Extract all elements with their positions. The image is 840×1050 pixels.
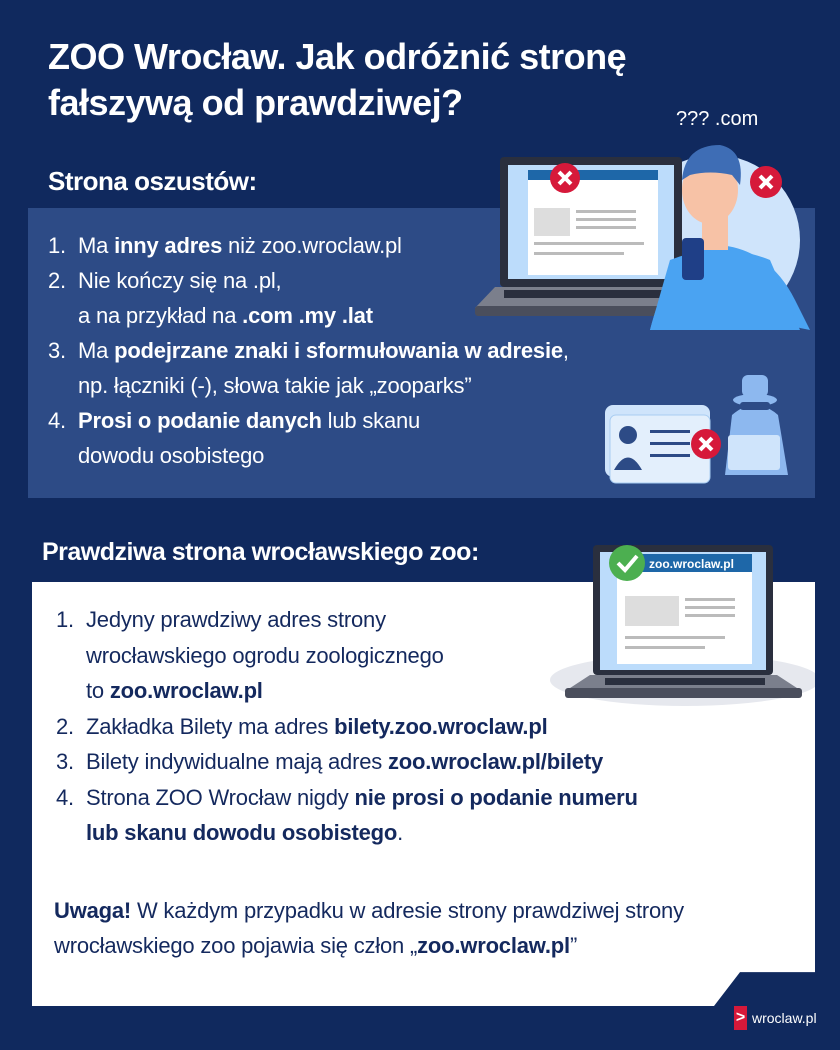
list-item: 2. Nie kończy się na .pl, [48,268,282,293]
list-item: 1. Ma inny adres niż zoo.wroclaw.pl [48,233,402,258]
list-item: dowodu osobistego [78,443,265,468]
scam-heading: Strona oszustów: [48,166,257,196]
x-icon [750,166,782,198]
chevron-right-icon: > [734,1006,747,1030]
question-com-label: ??? .com [676,108,759,130]
laptop-url: zoo.wroclaw.pl [649,557,734,571]
list-item: np. łączniki (-), słowa takie jak „zooparks” [78,373,472,398]
list-item: wrocławskiego ogrodu zoologicznego [86,642,444,668]
list-item: 4. Prosi o podanie danych lub skanu [48,408,421,433]
warning-note: Uwaga! W każdym przypadku w adresie strony prawdziwej strony wrocławskiego zoo pojawia się człon „zoo.wroclaw.pl” [54,898,684,958]
hacker-icon [725,375,788,475]
x-icon [550,163,580,193]
page-title: ZOO Wrocław. Jak odróżnić stronę fałszywą od prawdziwej? [48,36,627,123]
phone-icon [682,238,704,280]
list-item: lub skanu dowodu osobistego. [86,820,404,845]
list-item: 3. Bilety indywidualne mają adres zoo.wroclaw.pl/bilety [56,749,603,774]
wroclaw-logo: > wroclaw.pl [734,1006,817,1030]
check-icon [609,545,645,581]
list-item: a na przykład na .com .my .lat [78,303,373,328]
list-item: 4. Strona ZOO Wrocław nigdy nie prosi o podanie numeru [56,784,638,810]
x-icon [691,429,721,459]
list-item: to zoo.wroclaw.pl [86,678,263,703]
real-list [56,602,776,851]
scam-list [48,228,648,473]
real-heading: Prawdziwa strona wrocławskiego zoo: [42,538,479,566]
list-item: 2. Zakładka Bilety ma adres bilety.zoo.wroclaw.pl [56,713,548,739]
list-item: 1. Jedyny prawdziwy adres strony [56,607,386,632]
list-item: 3. Ma podejrzane znaki i sformułowania w adresie, [48,338,569,363]
